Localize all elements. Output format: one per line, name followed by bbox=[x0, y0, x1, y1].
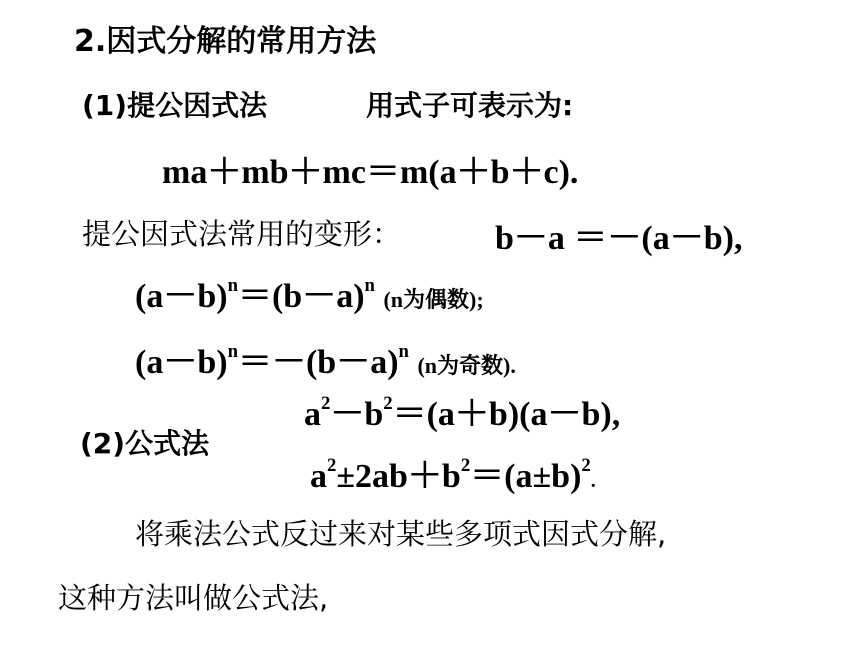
exponent-2: 2 bbox=[327, 455, 337, 477]
even-power-formula bbox=[135, 275, 484, 315]
f2-c: ＝(a±b) bbox=[470, 458, 582, 495]
f1-rest: ＝(a＋b)(a－b) bbox=[392, 396, 612, 433]
perfect-square-formula bbox=[310, 455, 596, 495]
method2-heading: (2)公式法 bbox=[80, 427, 210, 460]
exponent-n: n bbox=[227, 275, 238, 297]
even-note: (n为偶数); bbox=[383, 287, 484, 312]
variant-formula-1-comma: , bbox=[733, 220, 743, 257]
method1-desc: 用式子可表示为: bbox=[366, 89, 574, 122]
extract-formula: ma＋mb＋mc＝m(a＋b＋c). bbox=[162, 154, 579, 191]
f1-comma: , bbox=[611, 396, 621, 433]
f1-b: －b bbox=[330, 396, 384, 433]
variant-formula-1 bbox=[495, 222, 742, 256]
exponent-2: 2 bbox=[581, 455, 591, 477]
variant-label: 提公因式法常用的变形： bbox=[82, 217, 402, 251]
even-left: (a－b) bbox=[135, 278, 228, 315]
even-mid: ＝(b－a) bbox=[237, 278, 365, 315]
difference-of-squares bbox=[304, 393, 621, 433]
f1-a: a bbox=[304, 396, 321, 433]
f2-a: a bbox=[310, 458, 327, 495]
exponent-2: 2 bbox=[383, 393, 393, 415]
odd-note: (n为奇数). bbox=[417, 353, 516, 378]
paragraph-line-2: 这种方法叫做公式法, bbox=[58, 581, 329, 615]
f2-end: . bbox=[590, 470, 596, 492]
exponent-n: n bbox=[364, 275, 375, 297]
paragraph-line-1: 将乘法公式反过来对某些多项式因式分解, bbox=[135, 517, 667, 551]
odd-power-formula bbox=[135, 341, 516, 381]
f2-b: ±2ab＋b bbox=[336, 458, 461, 495]
odd-left: (a－b) bbox=[135, 344, 228, 381]
exponent-n: n bbox=[227, 341, 238, 363]
page-title: 2.因式分解的常用方法 bbox=[74, 24, 377, 59]
variant-formula-1-text: b－a ＝－(a－b) bbox=[495, 220, 734, 257]
exponent-2: 2 bbox=[321, 393, 331, 415]
exponent-n: n bbox=[398, 341, 409, 363]
odd-mid: ＝－(b－a) bbox=[237, 344, 399, 381]
method1-heading: (1)提公因式法 bbox=[82, 89, 268, 122]
exponent-2: 2 bbox=[460, 455, 471, 477]
